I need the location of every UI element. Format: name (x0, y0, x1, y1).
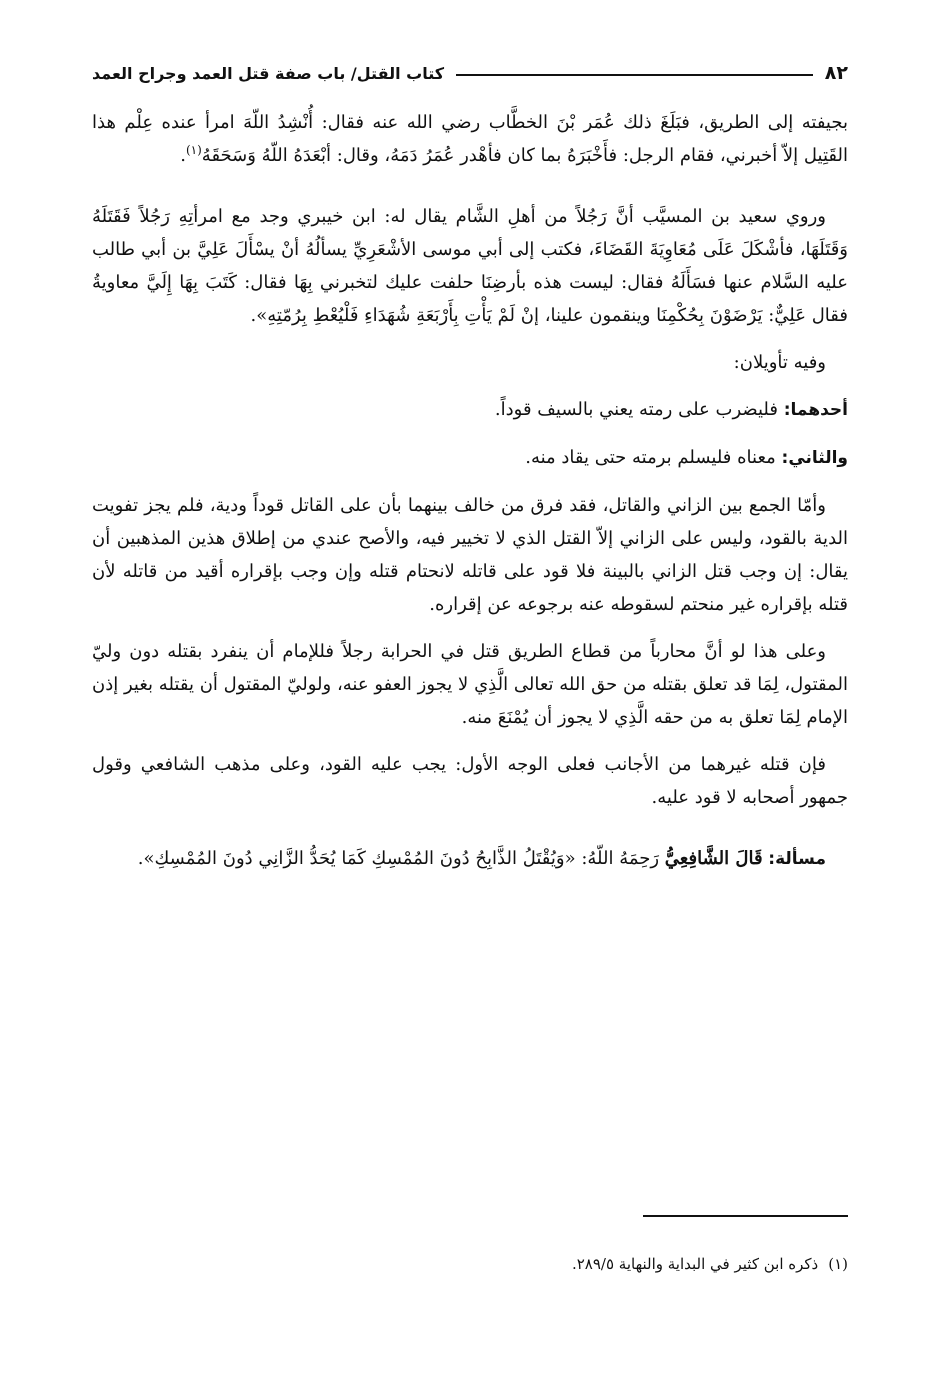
masala-speaker: قَالَ الشَّافِعِيُّ (664, 848, 763, 869)
masala-paragraph (92, 842, 848, 876)
paragraph-1-end: . (180, 145, 186, 166)
footnote (92, 1252, 848, 1276)
body-text (92, 106, 848, 890)
paragraph-7: وعلى هذا لو أنَّ محارباً من قطاع الطريق قتل في الحرابة رجلاً فللإمام أن ينفرد بقتله دون وليّ المقتول، لِمَا قد تعلق بقتله من حق الله تعالى الَّذِي لا يجوز العفو عنه، ولوليّ المقتول أن يقتله بغير إذن الإمام لِمَا تعلق به من حقه الَّذِي لا يجوز أن يُمْنَعَ منه. (92, 641, 848, 728)
page-number: ٨٢ (824, 62, 848, 84)
running-header (92, 58, 848, 88)
paragraph-4 (92, 393, 848, 427)
paragraph-6: وأمّا الجمع بين الزاني والقاتل، فقد فرق من خالف بينهما بأن على القاتل قوداً ودية، فلم يجز تفويت الدية بالقود، وليس على الزاني إلاّ القتل الذي لا تخيير فيه، والأصح عندي من إطلاق هذين المذهبين أن يقال: إن وجب قتل الزاني بالبينة فلا قود على قاتله لانحتام قتله وإن وجب بإقراره أقيد من قاتله لأن قتله بإقراره غير منحتم لسقوطه عنه برجوعه عن إقراره. (92, 495, 848, 615)
paragraph-1-text: بجيفته إلى الطريق، فبَلَغَ ذلك عُمَر بْنَ الخطَّاب رضي الله عنه فقال: أُنْشِدُ اللّهَ امرأ عنده عِلْم هذا القَتِيل إلاّ أخبرني، فقام الرجل: فأَخْبَرَهُ بما كان فأهْدر عُمَرُ دَمَهُ، وقال: أبْعَدَهُ اللّهُ وَسَحَقَهُ (92, 112, 848, 166)
masala-text: رَحِمَهُ اللّهُ: «وَيُقْتَلُ الذَّابِحُ دُونَ المُمْسِكِ كَمَا يُحَدُّ الزَّانِي دُونَ المُمْسِكِ». (137, 848, 665, 869)
footnote-rule (643, 1215, 848, 1217)
footnote-mark: (١) (828, 1255, 848, 1273)
paragraph-8: فإن قتله غيرهما من الأجانب فعلى الوجه الأول: يجب عليه القود، وعلى مذهب الشافعي وقول جمهور أصحابه لا قود عليه. (92, 754, 848, 808)
paragraph-3: وفيه تأويلان: (733, 352, 826, 373)
paragraph-4-text: فليضرب على رمته يعني بالسيف قوداً. (494, 399, 784, 420)
masala-label: مسألة: (768, 849, 826, 869)
term-first: أحدهما: (783, 400, 848, 420)
paragraph-2: وروي سعيد بن المسيَّب أنَّ رَجُلاً من أهلِ الشَّام يقال له: ابن خيبري وجد مع امرأتِهِ رَجُلاً فَقَتَلَهُ وَقَتَلَهَا، فأشْكَلَ عَلَى مُعَاوِيَةَ القَضَاءَ، فكتب إلى أبي موسى الأشْعَرِيِّ يسألُهُ أنْ يسْأَلَ عَلِيَّ بن أبي طالب عليه السَّلام عنها فسَأَلَهُ فقال: ليست هذه بأرضِنَا حلفت عليك لتخبرني بِهَا فقال: كَتَبَ بِهَا إِلَيَّ معاويةُ فقال عَلِيٌّ: يَرْضَوْنَ بِحُكْمِنَا وينقمون علينا، إنْ لَمْ يَأْتِ بِأَرْبَعَةِ شُهَدَاءِ فَلْيُعْطِ بِرُمّتِهِ». (92, 206, 848, 326)
running-title: كتاب القتل/ باب صفة قتل العمد وجراح العمد (92, 63, 445, 83)
paragraph-1 (92, 106, 848, 172)
footnote-text: ذكره ابن كثير في البداية والنهاية ٢٨٩/٥. (571, 1255, 819, 1273)
header-rule (456, 74, 813, 76)
paragraph-5-text: معناه فليسلم برمته حتى يقاد منه. (525, 447, 782, 468)
paragraph-5 (92, 441, 848, 475)
footnote-reference: (١) (185, 143, 202, 157)
term-second: والثاني: (781, 448, 848, 468)
